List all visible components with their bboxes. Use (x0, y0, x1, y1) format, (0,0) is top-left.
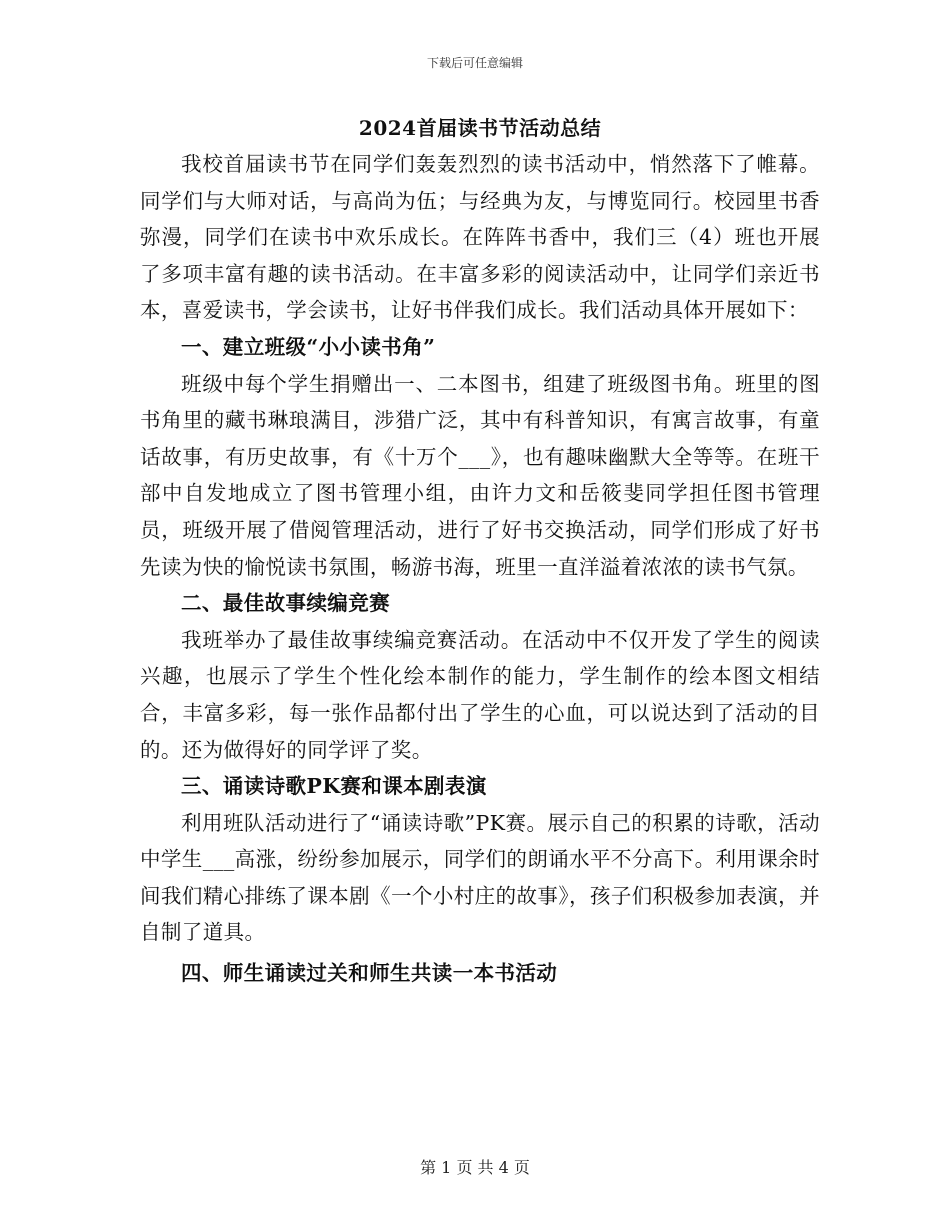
section-heading-1: 一、建立班级“小小读书角” (181, 334, 436, 359)
section-body-3: 利用班队活动进行了“诵读诗歌”PK赛。展示自己的积累的诗歌，活动中学生___高涨，纷纷参加展示，同学们的朗诵水平不分高下。利用课余时间我们精心排练了课本剧《一个小村庄的故事》，孩子们积极参加表演，并自制了道具。 (140, 810, 820, 945)
page-footer: 第 1 页 共 4 页 (420, 1158, 530, 1177)
document-body (140, 112, 820, 992)
section-heading-4: 四、师生诵读过关和师生共读一本书活动 (181, 961, 558, 986)
section-body-1: 班级中每个学生捐赠出一、二本图书，组建了班级图书角。班里的图书角里的藏书琳琅满目，涉猎广泛，其中有科普知识，有寓言故事，有童话故事，有历史故事，有《十万个___》，也有趣味幽默大全等等。在班干部中自发地成立了图书管理小组，由许力文和岳筱斐同学担任图书管理员，班级开展了借阅管理活动，进行了好书交换活动，同学们形成了好书先读为快的愉悦读书氛围，畅游书海，班里一直洋溢着浓浓的读书气氛。 (140, 371, 820, 579)
section-body-2: 我班举办了最佳故事续编竞赛活动。在活动中不仅开发了学生的阅读兴趣，也展示了学生个性化绘本制作的能力，学生制作的绘本图文相结合，丰富多彩，每一张作品都付出了学生的心血，可以说达到了活动的目的。还为做得好的同学评了奖。 (140, 627, 820, 762)
section-heading-2: 二、最佳故事续编竞赛 (181, 591, 390, 616)
intro-paragraph: 我校首届读书节在同学们轰轰烈烈的读书活动中，悄然落下了帷幕。同学们与大师对话，与高尚为伍；与经典为友，与博览同行。校园里书香弥漫，同学们在读书中欢乐成长。在阵阵书香中，我们三（4）班也开展了多项丰富有趣的读书活动。在丰富多彩的阅读活动中，让同学们亲近书本，喜爱读书，学会读书，让好书伴我们成长。我们活动具体开展如下： (140, 152, 820, 323)
section-heading-3: 三、诵读诗歌PK赛和课本剧表演 (181, 774, 487, 799)
document-title: 2024首届读书节活动总结 (358, 116, 602, 140)
header-note: 下载后可任意编辑 (426, 56, 523, 70)
